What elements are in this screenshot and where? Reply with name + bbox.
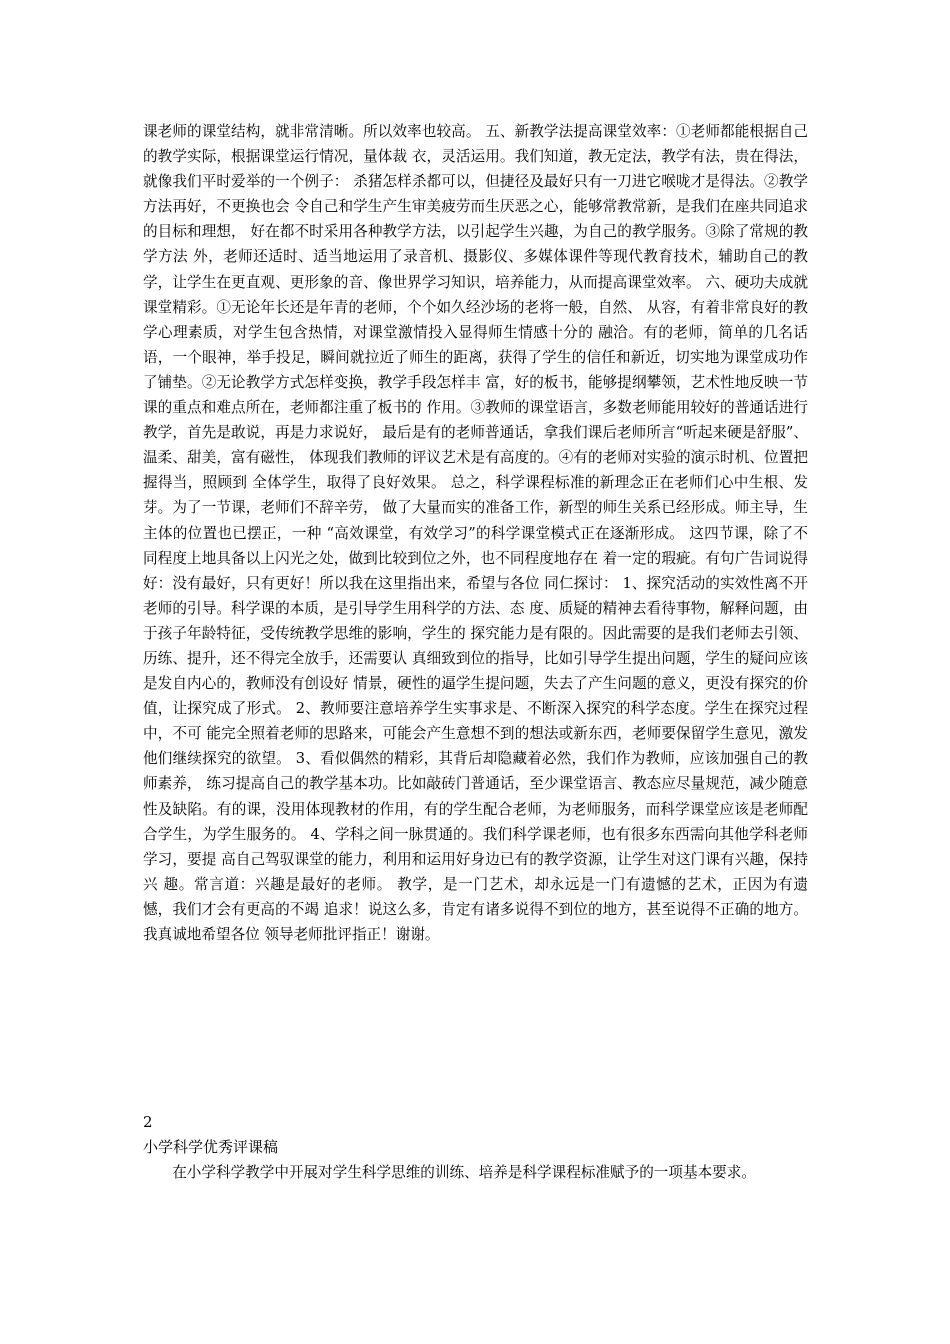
next-section bbox=[143, 1110, 808, 1185]
section-title: 小学科学优秀评课稿 bbox=[143, 1138, 279, 1156]
section-number: 2 bbox=[143, 1113, 153, 1131]
main-paragraph: 课老师的课堂结构，就非常清晰。所以效率也较高。 五、新教学法提高课堂效率：①老师都能根据自己的教学实际，根据课堂运行情况，量体裁 衣，灵活运用。我们知道，教无定法，教学有法，贵在得法，就像我们平时爱举的一个例子： 杀猪怎样杀都可以，但捷径及最好只有一刀进它喉咙才是得法。②教学方法再好，不更换也会 令自己和学生产生审美疲劳而生厌恶之心，能够常教常新，是我们在座共同追求的目标和理想， 好在都不时采用各种教学方法，以引起学生兴趣，为自己的教学服务。③除了常规的教学方法 外，老师还适时、适当地运用了录音机、摄影仪、多媒体课件等现代教育技术，辅助自己的教 学，让学生在更直观、更形象的音、像世界学习知识，培养能力，从而提高课堂效率。 六、硬功夫成就课堂精彩。①无论年长还是年青的老师，个个如久经沙场的老将一般，自然、 从容，有着非常良好的教学心理素质，对学生包含热情，对课堂激情投入显得师生情感十分的 融洽。有的老师，简单的几名话语，一个眼神，举手投足，瞬间就拉近了师生的距离，获得了学生的信任和新近，切实地为课堂成功作了铺垫。②无论教学方式怎样变换，教学手段怎样丰 富，好的板书，能够提纲攀领，艺术性地反映一节课的重点和难点所在，老师都注重了板书的 作用。③教师的课堂语言，多数老师能用较好的普通话进行教学，首先是敢说，再是力求说好， 最后是有的老师普通话，拿我们课后老师所言“听起来硬是舒服”、温柔、甜美，富有磁性， 体现我们教师的评议艺术是有高度的。④有的老师对实验的演示时机、位置把握得当，照顾到 全体学生，取得了良好效果。 总之，科学课程标准的新理念正在老师们心中生根、发芽。为了一节课，老师们不辞辛劳， 做了大量而实的准备工作，新型的师生关系已经形成。师主导，生主体的位置也已摆正，一种 “高效课堂，有效学习”的科学课堂模式正在逐渐形成。 这四节课，除了不同程度上地具备以上闪光之处，做到比较到位之外，也不同程度地存在 着一定的瑕疵。有句广告词说得好：没有最好，只有更好！所以我在这里指出来，希望与各位 同仁探讨： 1、探究活动的实效性离不开老师的引导。科学课的本质，是引导学生用科学的方法、态 度、质疑的精神去看待事物，解释问题，由于孩子年龄特征，受传统教学思维的影响，学生的 探究能力是有限的。因此需要的是我们老师去引领、历练、提升，还不得完全放手，还需要认 真细致到位的指导，比如引导学生提出问题，学生的疑问应该是发自内心的，教师没有创设好 情景，硬性的逼学生提问题，失去了产生问题的意义，更没有探究的价值，让探究成了形式。 2、教师要注意培养学生实事求是、不断深入探究的科学态度。学生在探究过程中，不可 能完全照着老师的思路来，可能会产生意想不到的想法或新东西，老师要保留学生意见，激发 他们继续探究的欲望。 3、看似偶然的精彩，其背后却隐藏着必然，我们作为教师，应该加强自己的教师素养， 练习提高自己的教学基本功。比如敲砖门普通话，至少课堂语言、教态应尽量规范，减少随意 性及缺陷。有的课，没用体现教材的作用，有的学生配合老师，为老师服务，而科学课堂应该是老师配合学生，为学生服务的。 4、学科之间一脉贯通的。我们科学课老师，也有很多东西需向其他学科老师学习，要提 高自己驾驭课堂的能力，利用和运用好身边已有的教学资源，让学生对这门课有兴趣，保持兴 趣。常言道：兴趣是最好的老师。 教学，是一门艺术，却永远是一门有遗憾的艺术，正因为有遗憾，我们才会有更高的不竭 追求！说这么多，肯定有诸多说得不到位的地方，甚至说得不正确的地方。我真诚地希望各位 领导老师批评指正！谢谢。 bbox=[143, 123, 808, 943]
document-body bbox=[143, 119, 808, 947]
section-paragraph: 在小学科学教学中开展对学生科学思维的训练、培养是科学课程标准赋予的一项基本要求。 bbox=[172, 1164, 756, 1181]
